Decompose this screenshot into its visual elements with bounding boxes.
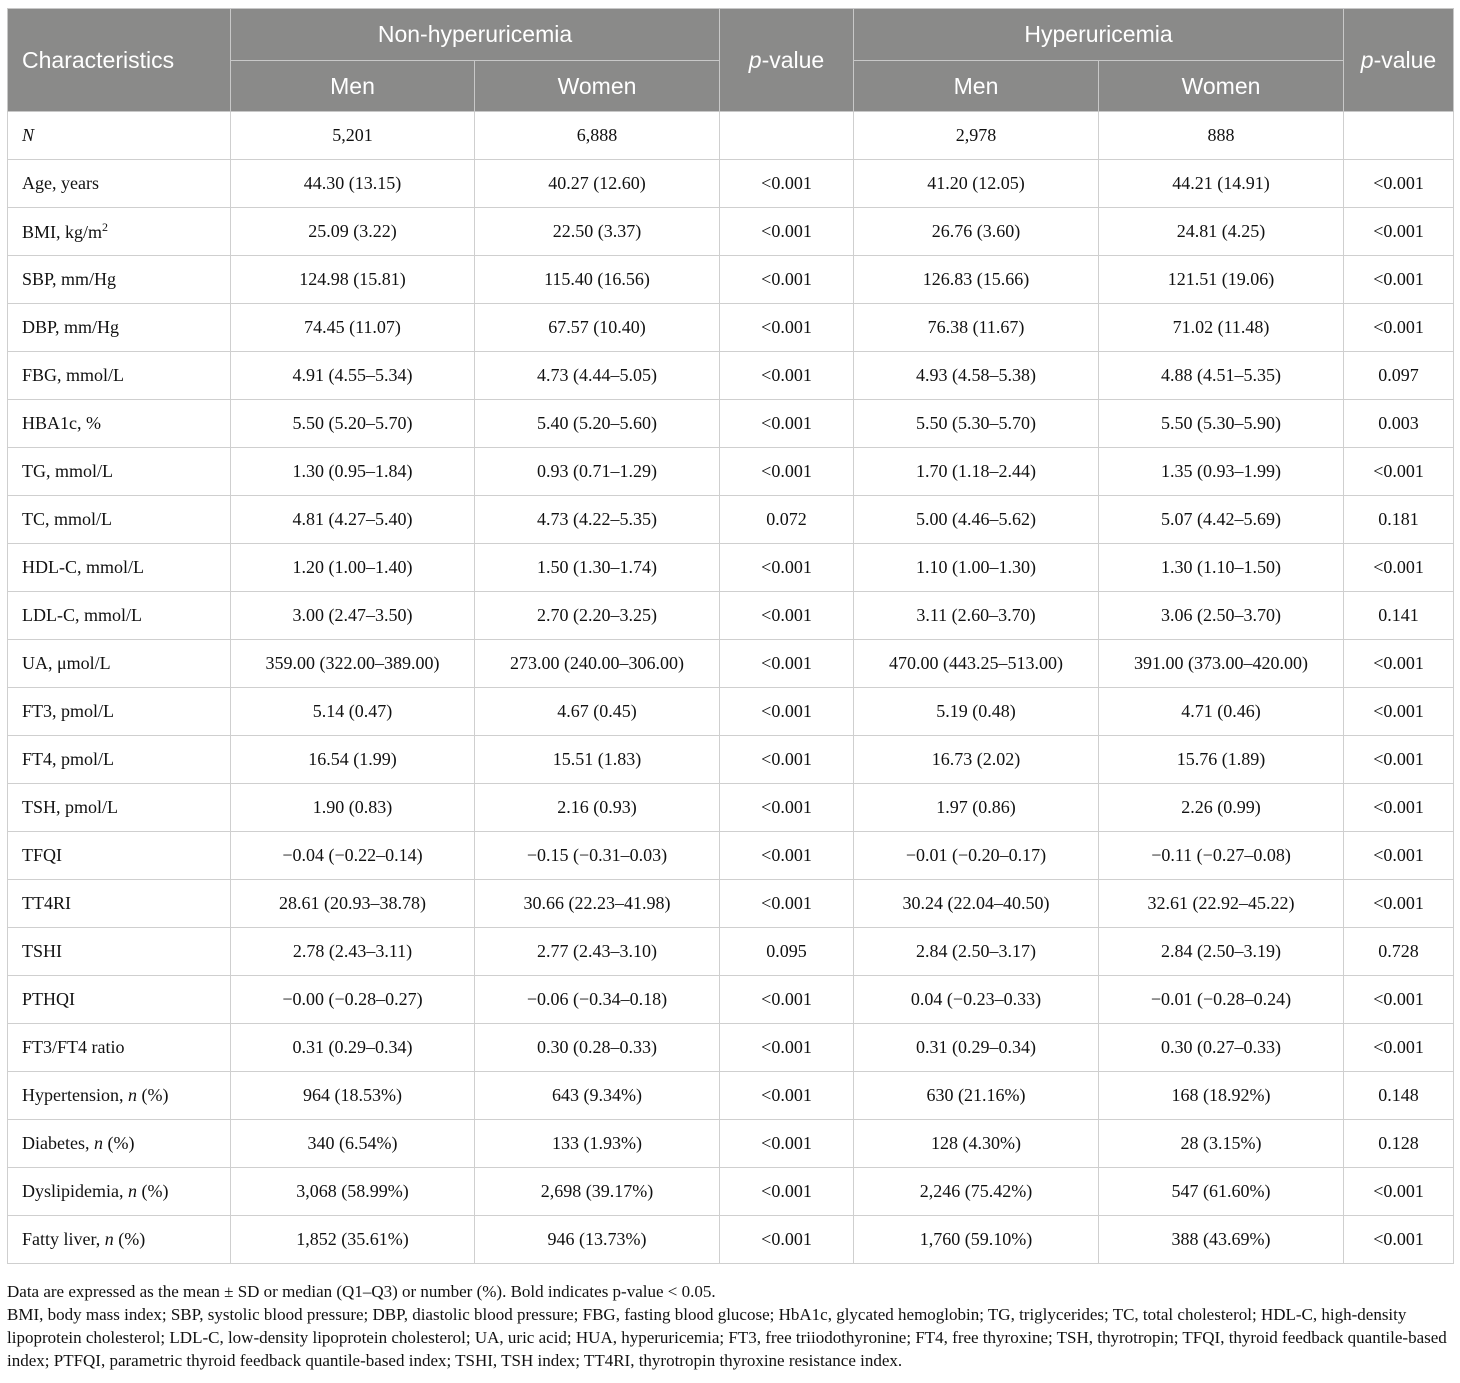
row-label (8, 1168, 231, 1216)
cell-nh-women: 643 (9.34%) (475, 1072, 720, 1120)
cell-nh-women: −0.15 (−0.31–0.03) (475, 832, 720, 880)
row-label (8, 160, 231, 208)
cell-p1 (720, 112, 854, 160)
cell-p2: <0.001 (1344, 976, 1454, 1024)
cell-hu-men: 630 (21.16%) (854, 1072, 1099, 1120)
row-label (8, 736, 231, 784)
table-row (8, 784, 1454, 832)
cell-hu-women: 1.30 (1.10–1.50) (1099, 544, 1344, 592)
cell-hu-women: 2.26 (0.99) (1099, 784, 1344, 832)
cell-nh-women: 30.66 (22.23–41.98) (475, 880, 720, 928)
row-label-text: Diabetes, (22, 1133, 94, 1153)
cell-p1: <0.001 (720, 976, 854, 1024)
row-label (8, 592, 231, 640)
cell-nh-men: 3,068 (58.99%) (231, 1168, 475, 1216)
cell-hu-men: 0.31 (0.29–0.34) (854, 1024, 1099, 1072)
table-row (8, 688, 1454, 736)
cell-hu-women: 3.06 (2.50–3.70) (1099, 592, 1344, 640)
cell-p1: <0.001 (720, 400, 854, 448)
cell-nh-men: 964 (18.53%) (231, 1072, 475, 1120)
characteristics-table (7, 8, 1454, 1264)
cell-hu-men: 2,978 (854, 112, 1099, 160)
cell-p2: <0.001 (1344, 1024, 1454, 1072)
cell-p1: <0.001 (720, 1024, 854, 1072)
header-hu-women: Women (1099, 61, 1344, 112)
cell-nh-men: 4.91 (4.55–5.34) (231, 352, 475, 400)
cell-nh-men: 74.45 (11.07) (231, 304, 475, 352)
cell-p2: <0.001 (1344, 640, 1454, 688)
cell-hu-men: 1.10 (1.00–1.30) (854, 544, 1099, 592)
row-label (8, 928, 231, 976)
cell-hu-men: 2,246 (75.42%) (854, 1168, 1099, 1216)
cell-p1: <0.001 (720, 880, 854, 928)
row-label-text: Fatty liver, (22, 1229, 105, 1249)
cell-hu-men: 1.70 (1.18–2.44) (854, 448, 1099, 496)
cell-nh-men: 5.14 (0.47) (231, 688, 475, 736)
row-label (8, 304, 231, 352)
row-label-text: HDL-C, mmol/L (22, 557, 144, 577)
table-row (8, 640, 1454, 688)
cell-p1: <0.001 (720, 208, 854, 256)
cell-hu-men: 2.84 (2.50–3.17) (854, 928, 1099, 976)
cell-hu-men: 4.93 (4.58–5.38) (854, 352, 1099, 400)
cell-nh-women: 4.73 (4.44–5.05) (475, 352, 720, 400)
cell-hu-men: 470.00 (443.25–513.00) (854, 640, 1099, 688)
header-pvalue-1 (720, 9, 854, 112)
cell-hu-women: 1.35 (0.93–1.99) (1099, 448, 1344, 496)
cell-hu-women: 0.30 (0.27–0.33) (1099, 1024, 1344, 1072)
cell-nh-women: 4.67 (0.45) (475, 688, 720, 736)
cell-hu-men: 5.50 (5.30–5.70) (854, 400, 1099, 448)
row-label (8, 688, 231, 736)
table-row (8, 400, 1454, 448)
cell-p1: <0.001 (720, 1072, 854, 1120)
cell-nh-men: 2.78 (2.43–3.11) (231, 928, 475, 976)
row-label-n: n (128, 1181, 137, 1201)
cell-nh-women: 67.57 (10.40) (475, 304, 720, 352)
table-row (8, 208, 1454, 256)
row-label (8, 544, 231, 592)
cell-hu-men: 16.73 (2.02) (854, 736, 1099, 784)
cell-p2: <0.001 (1344, 256, 1454, 304)
cell-nh-women: 15.51 (1.83) (475, 736, 720, 784)
cell-nh-women: 22.50 (3.37) (475, 208, 720, 256)
row-label (8, 112, 231, 160)
cell-nh-women: 946 (13.73%) (475, 1216, 720, 1264)
row-label (8, 352, 231, 400)
cell-hu-men: 0.04 (−0.23–0.33) (854, 976, 1099, 1024)
cell-p2: 0.148 (1344, 1072, 1454, 1120)
cell-hu-women: 547 (61.60%) (1099, 1168, 1344, 1216)
row-label-text: TT4RI (22, 893, 71, 913)
table-row (8, 544, 1454, 592)
cell-nh-men: 359.00 (322.00–389.00) (231, 640, 475, 688)
cell-nh-men: 1,852 (35.61%) (231, 1216, 475, 1264)
row-label-tail: (%) (113, 1229, 146, 1249)
table-row (8, 352, 1454, 400)
table-row (8, 256, 1454, 304)
table-row (8, 1072, 1454, 1120)
table-row (8, 1216, 1454, 1264)
cell-nh-men: 340 (6.54%) (231, 1120, 475, 1168)
cell-hu-men: 41.20 (12.05) (854, 160, 1099, 208)
cell-hu-women: 28 (3.15%) (1099, 1120, 1344, 1168)
header-nh-men: Men (231, 61, 475, 112)
cell-p2: <0.001 (1344, 784, 1454, 832)
cell-p1: <0.001 (720, 1168, 854, 1216)
row-label-text: LDL-C, mmol/L (22, 605, 142, 625)
cell-p2: <0.001 (1344, 448, 1454, 496)
cell-p2: 0.181 (1344, 496, 1454, 544)
cell-nh-men: 16.54 (1.99) (231, 736, 475, 784)
row-label (8, 976, 231, 1024)
row-label (8, 256, 231, 304)
cell-hu-men: 1.97 (0.86) (854, 784, 1099, 832)
header-pvalue-1-p: p (748, 46, 762, 73)
cell-nh-women: 6,888 (475, 112, 720, 160)
cell-hu-women: 2.84 (2.50–3.19) (1099, 928, 1344, 976)
cell-hu-women: 121.51 (19.06) (1099, 256, 1344, 304)
cell-nh-men: 5.50 (5.20–5.70) (231, 400, 475, 448)
cell-p1: <0.001 (720, 160, 854, 208)
table-row (8, 928, 1454, 976)
cell-hu-women: 44.21 (14.91) (1099, 160, 1344, 208)
cell-hu-women: 15.76 (1.89) (1099, 736, 1344, 784)
cell-p2: <0.001 (1344, 880, 1454, 928)
cell-p2: 0.728 (1344, 928, 1454, 976)
cell-p1: <0.001 (720, 448, 854, 496)
cell-hu-women: 388 (43.69%) (1099, 1216, 1344, 1264)
row-label-text: DBP, mm/Hg (22, 317, 120, 337)
row-label-tail: (%) (136, 1085, 169, 1105)
row-label-tail: (%) (137, 1181, 169, 1201)
table-row (8, 1024, 1454, 1072)
row-label-text: TFQI (22, 845, 62, 865)
row-label-text: FBG, mmol/L (22, 365, 125, 385)
cell-p1: <0.001 (720, 352, 854, 400)
footnote (7, 1280, 1453, 1372)
cell-nh-men: 3.00 (2.47–3.50) (231, 592, 475, 640)
cell-p1: <0.001 (720, 640, 854, 688)
cell-p2: 0.003 (1344, 400, 1454, 448)
cell-p1: <0.001 (720, 736, 854, 784)
cell-nh-men: 5,201 (231, 112, 475, 160)
row-label (8, 400, 231, 448)
row-label-text: BMI, kg/m (22, 222, 103, 242)
header-pvalue-2-rest: -value (1373, 46, 1437, 73)
cell-hu-women: −0.01 (−0.28–0.24) (1099, 976, 1344, 1024)
cell-hu-women: 168 (18.92%) (1099, 1072, 1344, 1120)
row-label (8, 832, 231, 880)
cell-nh-women: 0.93 (0.71–1.29) (475, 448, 720, 496)
cell-p2: <0.001 (1344, 688, 1454, 736)
row-label-n: n (93, 1133, 103, 1153)
footnote-line-1: Data are expressed as the mean ± SD or median (Q1–Q3) or number (%). Bold indicates p-value < 0.05. (7, 1282, 716, 1301)
cell-hu-men: 1,760 (59.10%) (854, 1216, 1099, 1264)
cell-hu-women: 391.00 (373.00–420.00) (1099, 640, 1344, 688)
row-label (8, 880, 231, 928)
row-label-text: TG, mmol/L (22, 461, 113, 481)
row-label-tail: (%) (102, 1133, 135, 1153)
header-non-hyperuricemia: Non-hyperuricemia (231, 9, 720, 61)
cell-p1: <0.001 (720, 304, 854, 352)
row-label-text: Hypertension, (22, 1085, 128, 1105)
table-row (8, 1168, 1454, 1216)
cell-hu-men: 26.76 (3.60) (854, 208, 1099, 256)
cell-nh-women: 5.40 (5.20–5.60) (475, 400, 720, 448)
cell-p1: 0.095 (720, 928, 854, 976)
header-pvalue-2 (1344, 9, 1454, 112)
cell-nh-men: 124.98 (15.81) (231, 256, 475, 304)
table-row (8, 304, 1454, 352)
cell-nh-women: 4.73 (4.22–5.35) (475, 496, 720, 544)
cell-hu-men: 76.38 (11.67) (854, 304, 1099, 352)
cell-p2: <0.001 (1344, 304, 1454, 352)
table-row (8, 736, 1454, 784)
cell-p1: <0.001 (720, 1120, 854, 1168)
header-hyperuricemia: Hyperuricemia (854, 9, 1344, 61)
cell-hu-women: −0.11 (−0.27–0.08) (1099, 832, 1344, 880)
row-label (8, 448, 231, 496)
cell-hu-men: −0.01 (−0.20–0.17) (854, 832, 1099, 880)
header-pvalue-1-rest: -value (761, 46, 825, 73)
cell-nh-women: 0.30 (0.28–0.33) (475, 1024, 720, 1072)
cell-nh-women: 40.27 (12.60) (475, 160, 720, 208)
cell-nh-men: 28.61 (20.93–38.78) (231, 880, 475, 928)
cell-p2: <0.001 (1344, 1168, 1454, 1216)
row-label-text: TC, mmol/L (22, 509, 112, 529)
cell-nh-women: 2.70 (2.20–3.25) (475, 592, 720, 640)
header-pvalue-2-p: p (1360, 46, 1374, 73)
cell-hu-women: 5.50 (5.30–5.90) (1099, 400, 1344, 448)
cell-nh-women: 133 (1.93%) (475, 1120, 720, 1168)
table-row (8, 112, 1454, 160)
table-row (8, 880, 1454, 928)
row-label-text: SBP, mm/Hg (22, 269, 117, 289)
cell-nh-women: 1.50 (1.30–1.74) (475, 544, 720, 592)
row-label (8, 1072, 231, 1120)
cell-p1: <0.001 (720, 832, 854, 880)
row-label-text: UA, μmol/L (22, 653, 111, 673)
row-label (8, 1024, 231, 1072)
cell-nh-men: 4.81 (4.27–5.40) (231, 496, 475, 544)
cell-p1: <0.001 (720, 544, 854, 592)
cell-p1: <0.001 (720, 592, 854, 640)
cell-nh-men: −0.04 (−0.22–0.14) (231, 832, 475, 880)
cell-nh-men: 0.31 (0.29–0.34) (231, 1024, 475, 1072)
cell-p2: 0.097 (1344, 352, 1454, 400)
table-row (8, 832, 1454, 880)
row-label-text: TSHI (22, 941, 62, 961)
cell-p1: <0.001 (720, 688, 854, 736)
cell-p2: <0.001 (1344, 832, 1454, 880)
cell-hu-men: 126.83 (15.66) (854, 256, 1099, 304)
cell-nh-men: 1.90 (0.83) (231, 784, 475, 832)
cell-nh-women: 2.77 (2.43–3.10) (475, 928, 720, 976)
row-label-text: FT3, pmol/L (22, 701, 115, 721)
cell-nh-women: 115.40 (16.56) (475, 256, 720, 304)
cell-p2: <0.001 (1344, 160, 1454, 208)
cell-hu-women: 888 (1099, 112, 1344, 160)
row-label (8, 1216, 231, 1264)
table-row (8, 448, 1454, 496)
cell-hu-women: 5.07 (4.42–5.69) (1099, 496, 1344, 544)
row-label (8, 1120, 231, 1168)
row-label (8, 640, 231, 688)
cell-nh-men: 1.30 (0.95–1.84) (231, 448, 475, 496)
cell-nh-men: 25.09 (3.22) (231, 208, 475, 256)
cell-hu-men: 30.24 (22.04–40.50) (854, 880, 1099, 928)
table-row (8, 1120, 1454, 1168)
cell-nh-men: −0.00 (−0.28–0.27) (231, 976, 475, 1024)
row-label-text: Age, years (22, 173, 99, 193)
table-container (7, 8, 1453, 1264)
row-label-n: n (127, 1085, 137, 1105)
header-nh-women: Women (475, 61, 720, 112)
row-label (8, 496, 231, 544)
cell-nh-women: −0.06 (−0.34–0.18) (475, 976, 720, 1024)
cell-hu-men: 5.00 (4.46–5.62) (854, 496, 1099, 544)
header-characteristics: Characteristics (8, 9, 231, 112)
cell-p2: <0.001 (1344, 208, 1454, 256)
cell-p1: <0.001 (720, 784, 854, 832)
cell-hu-women: 71.02 (11.48) (1099, 304, 1344, 352)
footnote-line-2: BMI, body mass index; SBP, systolic blood pressure; DBP, diastolic blood pressure; FBG, fasting blood glucose; HbA1c, glycated hemoglobin; TG, triglycerides; TC, total cholesterol; HDL-C, high-density lipoprotein cholesterol; LDL-C, low-density lipoprotein cholesterol; UA, uric acid; HUA, hyperuricemia; FT3, free triiodothyronine; FT4, free thyroxine; TSH, thyrotropin; TFQI, thyroid feedback quantile-based index; PTFQI, parametric thyroid feedback quantile-based index; TSHI, TSH index; TT4RI, thyrotropin thyroxine resistance index. (7, 1305, 1447, 1370)
cell-nh-men: 1.20 (1.00–1.40) (231, 544, 475, 592)
cell-hu-women: 4.71 (0.46) (1099, 688, 1344, 736)
cell-nh-women: 2.16 (0.93) (475, 784, 720, 832)
cell-hu-men: 3.11 (2.60–3.70) (854, 592, 1099, 640)
row-label-text: FT4, pmol/L (22, 749, 115, 769)
cell-hu-men: 5.19 (0.48) (854, 688, 1099, 736)
table-row (8, 592, 1454, 640)
cell-hu-women: 32.61 (22.92–45.22) (1099, 880, 1344, 928)
table-row (8, 976, 1454, 1024)
row-label-text: N (22, 125, 35, 145)
row-label-text: HBA1c, % (22, 413, 101, 433)
row-label-n: n (104, 1229, 114, 1249)
row-label (8, 208, 231, 256)
cell-p2: <0.001 (1344, 1216, 1454, 1264)
cell-p2 (1344, 112, 1454, 160)
cell-p2: 0.141 (1344, 592, 1454, 640)
row-label (8, 784, 231, 832)
table-row (8, 160, 1454, 208)
cell-hu-men: 128 (4.30%) (854, 1120, 1099, 1168)
cell-hu-women: 24.81 (4.25) (1099, 208, 1344, 256)
row-label-superscript: 2 (102, 220, 109, 234)
cell-p2: <0.001 (1344, 544, 1454, 592)
row-label-text: FT3/FT4 ratio (22, 1037, 125, 1057)
cell-nh-women: 273.00 (240.00–306.00) (475, 640, 720, 688)
table-body (8, 112, 1454, 1264)
cell-p1: 0.072 (720, 496, 854, 544)
row-label-text: PTHQI (22, 989, 75, 1009)
table-row (8, 496, 1454, 544)
row-label-text: TSH, pmol/L (22, 797, 119, 817)
cell-p1: <0.001 (720, 1216, 854, 1264)
cell-hu-women: 4.88 (4.51–5.35) (1099, 352, 1344, 400)
cell-nh-women: 2,698 (39.17%) (475, 1168, 720, 1216)
cell-nh-men: 44.30 (13.15) (231, 160, 475, 208)
cell-p2: <0.001 (1344, 736, 1454, 784)
row-label-text: Dyslipidemia, (22, 1181, 128, 1201)
cell-p1: <0.001 (720, 256, 854, 304)
cell-p2: 0.128 (1344, 1120, 1454, 1168)
header-hu-men: Men (854, 61, 1099, 112)
